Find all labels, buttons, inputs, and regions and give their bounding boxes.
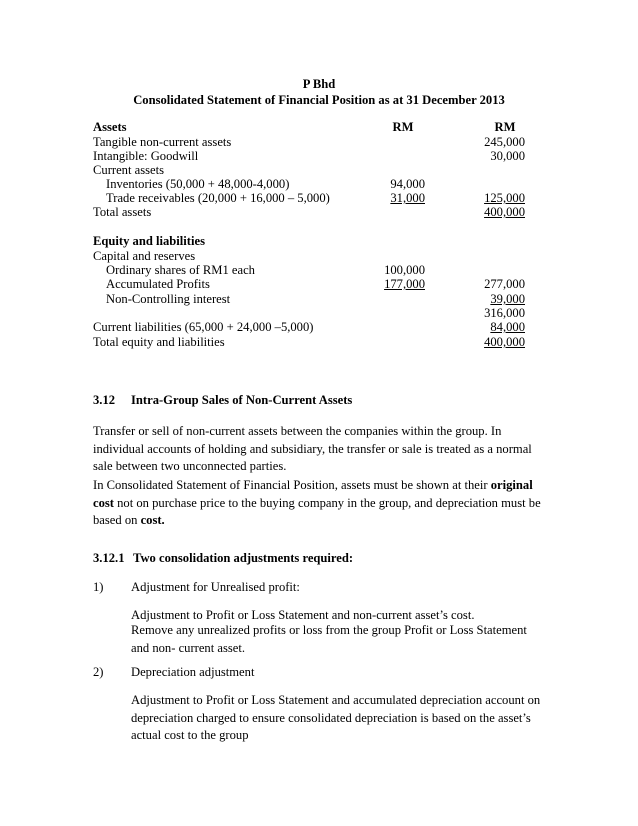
row-value: 31,000: [390, 191, 425, 205]
para2-emphasis: cost.: [140, 513, 165, 527]
section-number: 3.12: [93, 393, 116, 407]
row-value: 277,000: [484, 277, 525, 291]
row-label: Total assets: [93, 205, 152, 219]
col1-header: RM: [392, 120, 414, 134]
row-label: Accumulated Profits: [106, 277, 210, 291]
row-value: 94,000: [390, 177, 425, 191]
row-label: Non-Controlling interest: [106, 292, 231, 306]
section-paragraph-1: Transfer or sell of non-current assets between the companies within the group. In individual accounts of holding and subsidiary, the transfer or sale is treated as a normal sale between two unconnected parties.: [93, 424, 532, 473]
row-value: 30,000: [490, 149, 525, 163]
row-value: 400,000: [484, 205, 525, 219]
list-heading: Depreciation adjustment: [131, 665, 255, 679]
section-paragraph-2: [93, 477, 543, 530]
row-label: Inventories (50,000 + 48,000-4,000): [106, 177, 290, 191]
row-label: Intangible: Goodwill: [93, 149, 199, 163]
row-label: Capital and reserves: [93, 249, 196, 263]
para2-text: In Consolidated Statement of Financial Position, assets must be shown at their: [93, 478, 491, 492]
equity-heading: Equity and liabilities: [93, 234, 205, 248]
row-value: 84,000: [490, 320, 525, 334]
statement-title: Consolidated Statement of Financial Position as at 31 December 2013: [133, 93, 505, 107]
subsection-title: Two consolidation adjustments required:: [133, 551, 354, 565]
row-value: 400,000: [484, 335, 525, 349]
para2-text: not on purchase price to the buying company in the group, and depreciation must be based on: [93, 495, 541, 527]
row-value: 245,000: [484, 135, 525, 149]
list-body: Adjustment to Profit or Loss Statement and accumulated depreciation account on depreciation charged to ensure consolidated depreciation is based on the asset’s actual cost to the group: [131, 693, 541, 742]
row-label: Ordinary shares of RM1 each: [106, 263, 255, 277]
section-title: Intra-Group Sales of Non-Current Assets: [131, 393, 353, 407]
list-body: Remove any unrealized profits or loss from the group Profit or Loss Statement and non- current asset.: [131, 623, 527, 655]
row-label: Total equity and liabilities: [93, 335, 225, 349]
list-heading: Adjustment for Unrealised profit:: [131, 580, 300, 594]
row-value: 177,000: [384, 277, 425, 291]
subsection-number: 3.12.1: [93, 551, 125, 565]
assets-heading: Assets: [93, 120, 127, 134]
row-label: Trade receivables (20,000 + 16,000 – 5,000): [106, 191, 330, 205]
list-number: 1): [93, 580, 104, 594]
row-label: Current assets: [93, 163, 164, 177]
para2-emphasis: original cost: [93, 478, 533, 510]
row-label: Tangible non-current assets: [93, 135, 232, 149]
row-value: 39,000: [490, 292, 525, 306]
row-value: 316,000: [484, 306, 525, 320]
row-label: Current liabilities (65,000 + 24,000 –5,000): [93, 320, 314, 334]
col2-header: RM: [494, 120, 516, 134]
company-name: P Bhd: [302, 77, 336, 91]
list-body: Adjustment to Profit or Loss Statement and non-current asset’s cost.: [131, 608, 475, 622]
list-number: 2): [93, 665, 104, 679]
row-value: 100,000: [384, 263, 425, 277]
row-value: 125,000: [484, 191, 525, 205]
